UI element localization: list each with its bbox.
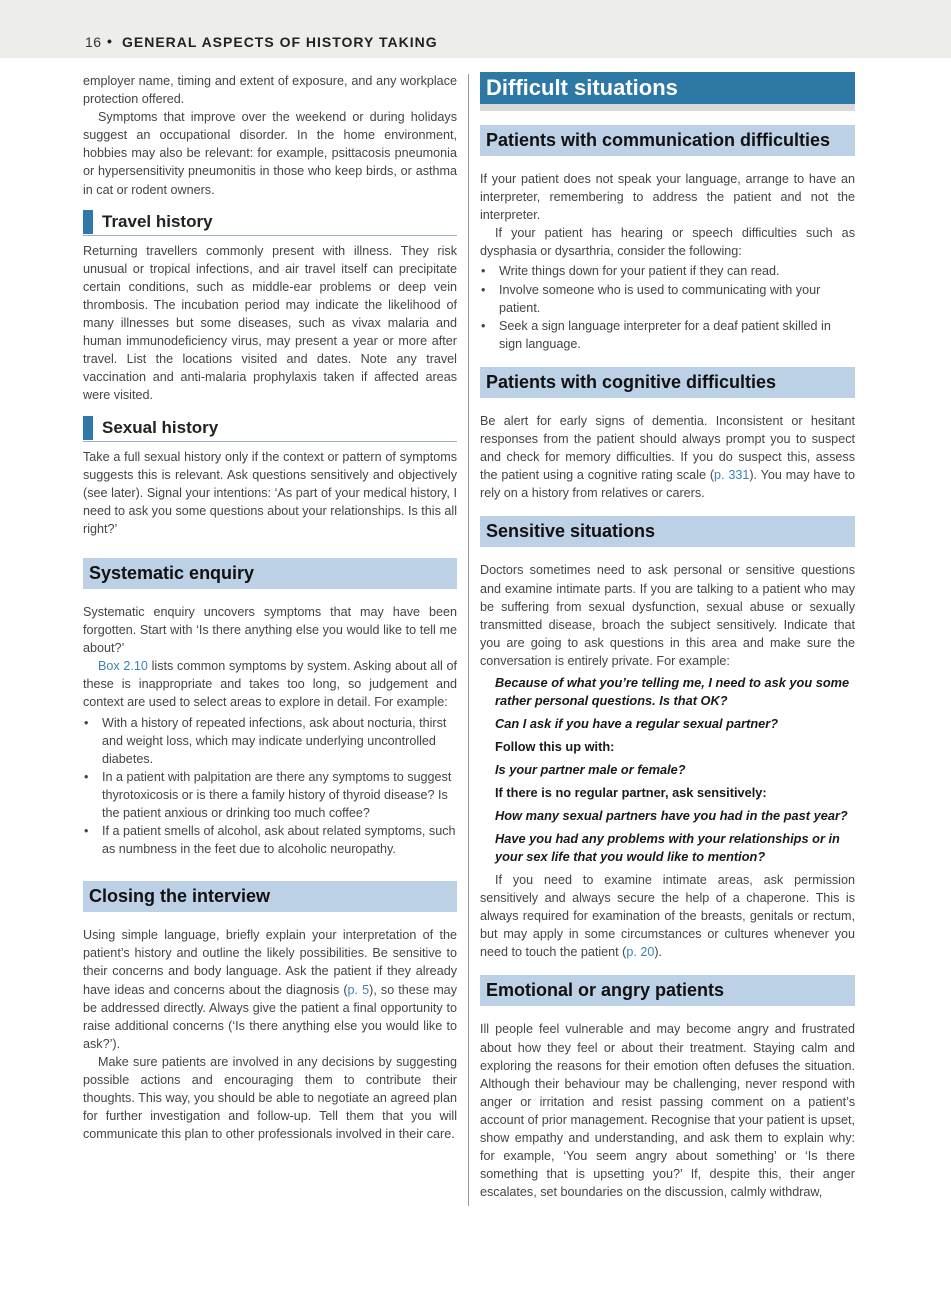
- page-link[interactable]: p. 331: [714, 468, 750, 483]
- list-item: • In a patient with palpitation are there any symptoms to suggest thyrotoxicosis or is there a family history of thyroid disease? Is the patient anxious or drinking too much coffee?: [83, 768, 457, 822]
- paragraph: [480, 871, 855, 961]
- paragraph: Returning travellers commonly present with illness. They risk unusual or tropical infections, and air travel itself can precipitate certain conditions, such as middle-ear problems or deep vein thrombosis. The incubation period may indicate the likelihood of many illnesses but some diseases, such as vivax malaria and human immunodeficiency virus, may present a year or more after travel. List the locations visited and dates. Note any travel vaccination and anti-malaria prophylaxis taken if affected areas were visited.: [83, 243, 457, 403]
- example-question: Have you had any problems with your relationships or in your sex life that you would like to mention?: [495, 830, 840, 864]
- paragraph: Systematic enquiry uncovers symptoms that may have been forgotten. Start with ‘Is there anything else you would like to tell me about?’: [83, 604, 457, 656]
- systematic-enquiry-heading: Systematic enquiry: [83, 558, 457, 589]
- example-list: [83, 714, 457, 859]
- page-link[interactable]: p. 20: [626, 945, 655, 960]
- example-instruction: If there is no regular partner, ask sensitively:: [495, 784, 767, 800]
- example-question: How many sexual partners have you had in the past year?: [495, 807, 848, 823]
- travel-history-heading: Travel history: [83, 210, 457, 236]
- closing-interview-heading: Closing the interview: [83, 881, 457, 912]
- list-item: • If a patient smells of alcohol, ask about related symptoms, such as numbness in the feet due to alcoholic neuropathy.: [83, 822, 457, 858]
- example-question: Can I ask if you have a regular sexual partner?: [495, 715, 779, 731]
- paragraph-text: If you need to examine intimate areas, ask permission sensitively and always secure the help of a chaperone. This is always required for examination of the breasts, genitals or rectum, but may apply in some circumstances or cultures whenever you need to touch the patient (: [480, 872, 855, 960]
- paragraph: employer name, timing and extent of exposure, and any workplace protection offered.: [83, 74, 457, 107]
- box-link[interactable]: Box 2.10: [98, 659, 148, 674]
- paragraph: Doctors sometimes need to ask personal or sensitive questions and examine intimate parts. If you are talking to a patient who may be suffering from sexual dysfunction, sexual abuse or sexually transmitted disease, broach the subject sensitively. Indicate that you are going to ask questions in this area and make sure the conversation is entirely private. For example:: [480, 563, 855, 668]
- page-link[interactable]: p. 5: [347, 982, 370, 997]
- paragraph: Ill people feel vulnerable and may become angry and frustrated about how they feel or about their treatment. Staying calm and exploring the reasons for their emotion often defuses the situation. Although their behaviour may be challenging, never respond with anger or irritation and resist passing comment on a patient’s account of prior management. Recognise that your patient is upset, show empathy and understanding, and ask them to explain why: for example, ‘You seem angry about something’ or ‘Is there something that is upsetting you?’ If, despite this, their anger escalates, set boundaries on the discussion, calmly withdraw,: [480, 1022, 855, 1200]
- paragraph-text: Be alert for early signs of dementia. Inconsistent or hesitant responses from the patient should always prompt you to suspect and check for memory difficulties. If you do suspect this, assess the patient using a cognitive rating scale (: [480, 413, 855, 483]
- paragraph: Take a full sexual history only if the context or pattern of symptoms suggests this is relevant. Ask questions sensitively and objectively (see later). Signal your intentions: ‘As part of your medical history, I need to ask you some questions about your relationships. Is this all right?’: [83, 449, 457, 536]
- paragraph-text: ).: [654, 945, 663, 960]
- paragraph: If your patient has hearing or speech difficulties such as dysphasia or dysarthria, consider the following:: [480, 226, 855, 259]
- paragraph: [480, 412, 855, 502]
- running-header: [0, 0, 951, 58]
- paragraph: [83, 926, 457, 1053]
- example-question: Because of what you’re telling me, I need to ask you some rather personal questions. Is that OK?: [495, 674, 850, 708]
- right-column: [480, 72, 855, 1201]
- paragraph: Make sure patients are involved in any decisions by suggesting possible actions and encouraging them to contribute their thoughts. This way, you should be able to negotiate an agreed plan for further investigation and follow-up. Tell them that you will communicate this plan to other professionals involved in their care.: [83, 1054, 457, 1142]
- paragraph-text: ). You may have to rely on a history from relatives or carers.: [480, 468, 855, 501]
- list-item: • Involve someone who is used to communicating with your patient.: [480, 281, 855, 317]
- angry-patients-heading: Emotional or angry patients: [480, 975, 855, 1006]
- paragraph-text: ), so these may be addressed directly. Always give the patient a final opportunity to raise additional concerns (‘Is there anything else you would like to ask?’).: [83, 982, 457, 1051]
- sensitive-situations-heading: Sensitive situations: [480, 516, 855, 547]
- difficult-situations-heading: Difficult situations: [480, 72, 855, 111]
- column-divider: [468, 74, 469, 1206]
- paragraph: [83, 657, 457, 711]
- list-item: • With a history of repeated infections, ask about nocturia, thirst and weight loss, which may indicate underlying uncontrolled diabetes.: [83, 714, 457, 768]
- sexual-history-heading: Sexual history: [83, 416, 457, 442]
- list-item: • Seek a sign language interpreter for a deaf patient skilled in sign language.: [480, 317, 855, 353]
- paragraph-text: Using simple language, briefly explain your interpretation of the patient’s history and outline the likely possibilities. Be sensitive to their concerns and body language. Ask the patient if they already have ideas and concerns about the diagnosis (: [83, 928, 457, 997]
- consider-list: [480, 262, 855, 352]
- paragraph-text: lists common symptoms by system. Asking about all of these is inappropriate and takes too long, so judgement and context are used to select areas to explore in detail. For example:: [83, 659, 457, 710]
- cognitive-difficulties-heading: Patients with cognitive difficulties: [480, 367, 855, 398]
- communication-difficulties-heading: Patients with communication difficulties: [480, 125, 855, 156]
- page-number: 16: [85, 34, 102, 50]
- example-instruction: Follow this up with:: [495, 738, 615, 754]
- running-section-title: • GENERAL ASPECTS OF HISTORY TAKING: [122, 34, 438, 50]
- left-column: [83, 72, 457, 1143]
- paragraph: Symptoms that improve over the weekend or during holidays suggest an occupational disorder. In the home environment, hobbies may also be relevant: for example, psittacosis pneumonia or hypersensitivity pneumonitis in those who keep birds, or asthma in cat or rodent owners.: [83, 110, 457, 197]
- paragraph: If your patient does not speak your language, arrange to have an interpreter, remembering to address the patient and not the interpreter.: [480, 172, 855, 223]
- example-question: Is your partner male or female?: [495, 761, 686, 777]
- list-item: • Write things down for your patient if they can read.: [480, 262, 855, 280]
